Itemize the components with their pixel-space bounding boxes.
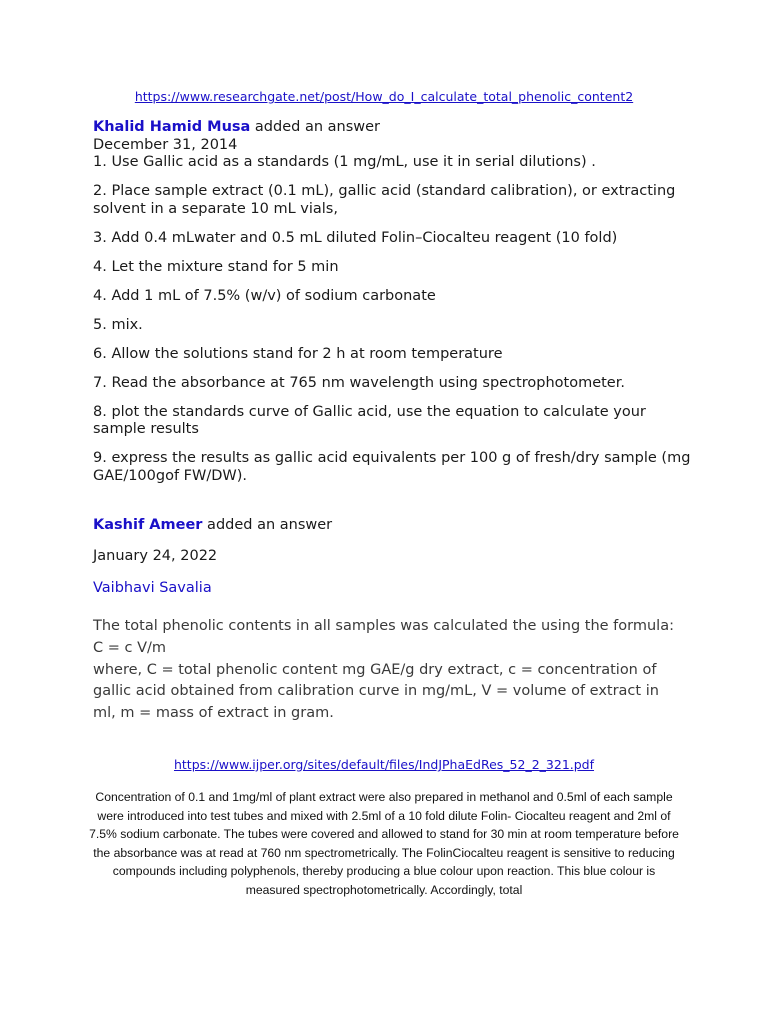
formula-block xyxy=(93,616,683,725)
answer-action: added an answer xyxy=(202,517,333,533)
step-item: 1. Use Gallic acid as a standards (1 mg/mL, use it in serial dilutions) . xyxy=(93,154,596,170)
answer-date: January 24, 2022 xyxy=(93,548,218,564)
step-item: 5. mix. xyxy=(93,316,143,333)
procedure-steps xyxy=(93,154,693,485)
step-item: 6. Allow the solutions stand for 2 h at room temperature xyxy=(93,345,503,362)
researchgate-link[interactable]: https://www.researchgate.net/post/How_do_I_calculate_total_phenolic_content2 xyxy=(134,89,634,104)
step-item: 8. plot the standards curve of Gallic acid, use the equation to calculate your sample results xyxy=(93,403,646,437)
author-name[interactable]: Kashif Ameer xyxy=(93,517,203,533)
answer-header xyxy=(93,517,693,535)
answer-date: December 31, 2014 xyxy=(93,136,238,153)
step-item: 2. Place sample extract (0.1 mL), gallic acid (standard calibration), or extracting solvent in a separate 10 mL vials, xyxy=(93,183,676,217)
reference-excerpt: Concentration of 0.1 and 1mg/ml of plant extract were also prepared in methanol and 0.5ml of each sample were introduced into test tubes and mixed with 2.5ml of a 10 fold dilute Folin- Ciocalteu reagent and 2ml of 7.5% sodium carbonate. The tubes were covered and allowed to stand for 30 min at room temperature before the absorbance was at read at 760 nm spectrometrically. The FolinCiocalteu reagent is sensitive to reducing compounds including polyphenols, thereby producing a blue colour upon reaction. This blue colour is measured spectrophotometrically. Accordingly, total xyxy=(89,790,679,897)
step-item: 9. express the results as gallic acid equivalents per 100 g of fresh/dry sample (mg GAE/100gof FW/DW). xyxy=(93,450,691,484)
step-item: 4. Let the mixture stand for 5 min xyxy=(93,258,339,275)
step-item: 3. Add 0.4 mLwater and 0.5 mL diluted Folin–Ciocalteu reagent (10 fold) xyxy=(93,229,618,246)
step-item: 4. Add 1 mL of 7.5% (w/v) of sodium carbonate xyxy=(93,287,436,304)
formula-intro: The total phenolic contents in all samples was calculated the using the formula: xyxy=(93,618,674,634)
answer-khalid xyxy=(93,119,693,497)
formula: C = c V/m xyxy=(93,639,167,656)
formula-definitions: where, C = total phenolic content mg GAE/g dry extract, c = concentration of gallic acid obtained from calibration curve in mg/mL, V = volume of extract in ml, m = mass of extract in gram. xyxy=(93,661,659,722)
answer-kashif xyxy=(93,517,693,596)
attribution-name[interactable]: Vaibhavi Savalia xyxy=(93,580,212,596)
step-item: 7. Read the absorbance at 765 nm wavelength using spectrophotometer. xyxy=(93,374,625,391)
author-name[interactable]: Khalid Hamid Musa xyxy=(93,119,251,135)
ijper-pdf-link[interactable]: https://www.ijper.org/sites/default/files/IndJPhaEdRes_52_2_321.pdf xyxy=(173,757,595,772)
answer-action: added an answer xyxy=(250,119,381,135)
answer-header xyxy=(93,119,693,137)
